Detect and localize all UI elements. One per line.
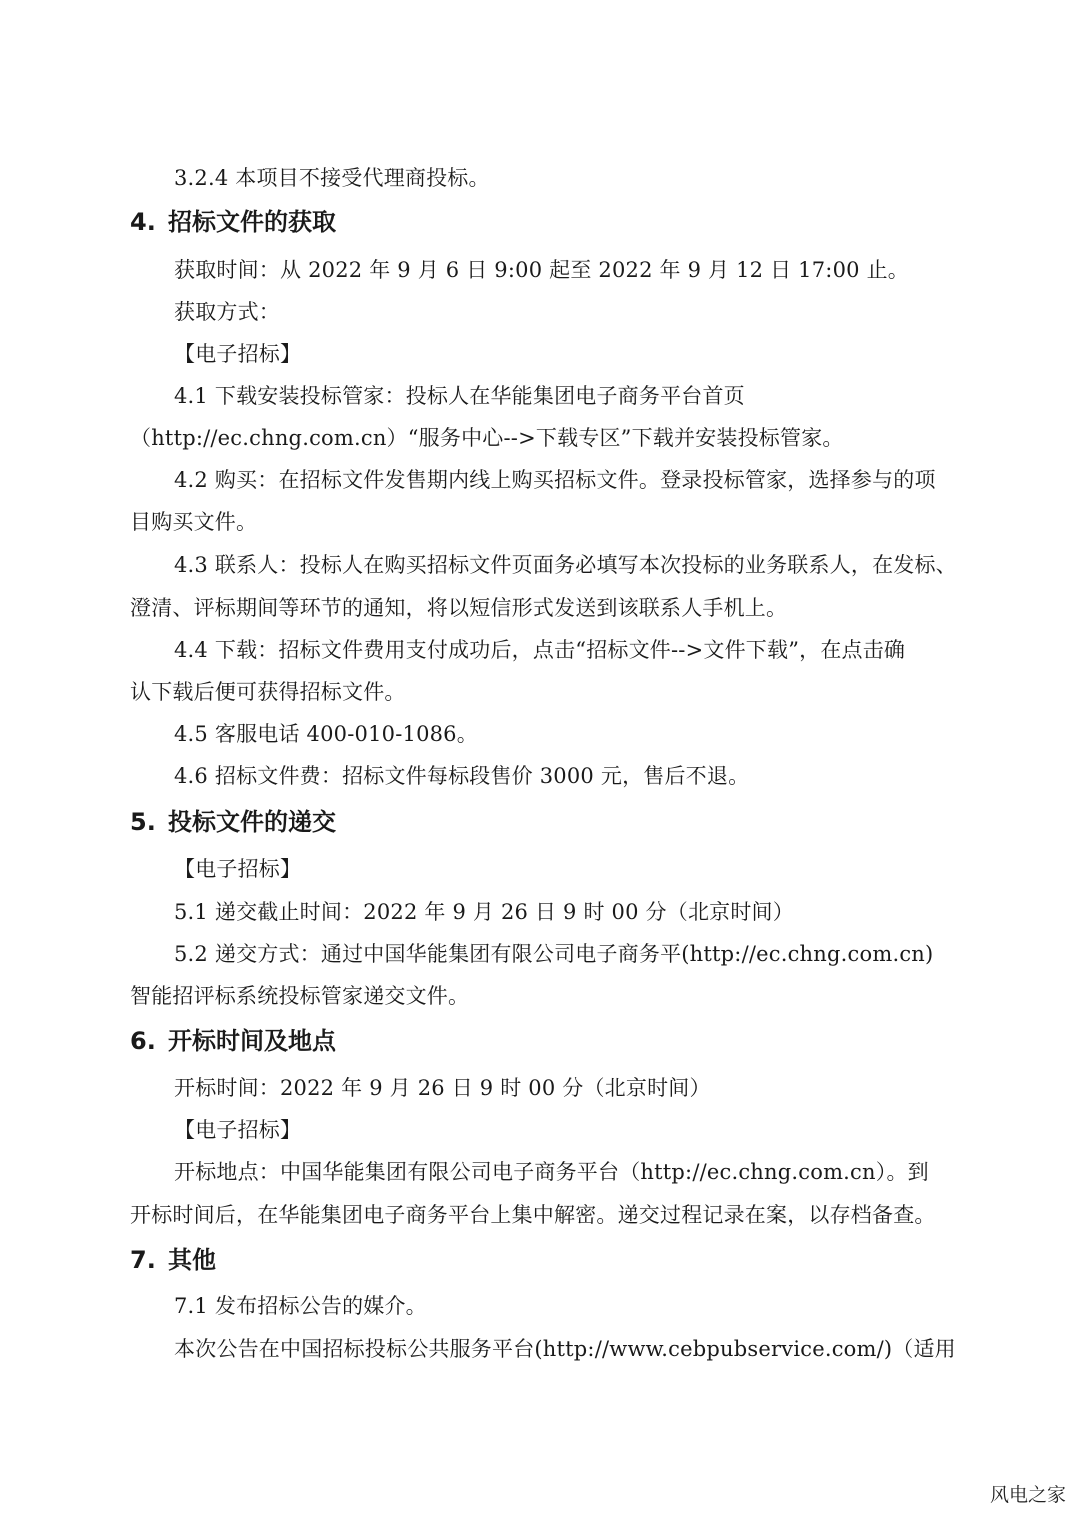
section-heading-4 [130,206,336,238]
paragraph-line: 4.3 联系人：投标人在购买招标文件页面务必填写本次投标的业务联系人，在发标、 [174,553,957,577]
paragraph-line: 4.4 下载：招标文件费用支付成功后，点击“招标文件-->文件下载”，在点击确 [174,638,906,662]
paragraph-line: 【电子招标】 [174,857,302,881]
paragraph-line: 开标地点：中国华能集团有限公司电子商务平台（http://ec.chng.com.cn）。到 [174,1160,929,1184]
heading-number: 7. [130,1246,156,1274]
paragraph-line: 获取时间：从 2022 年 9 月 6 日 9:00 起至 2022 年 9 月 12 日 17:00 止。 [174,258,909,282]
paragraph-line: 4.5 客服电话 400-010-1086。 [174,722,478,746]
heading-number: 6. [130,1027,156,1055]
paragraph-line: 5.1 递交截止时间：2022 年 9 月 26 日 9 时 00 分（北京时间） [174,900,794,924]
watermark: 风电之家 [989,1484,1066,1506]
paragraph-line: 开标时间后，在华能集团电子商务平台上集中解密。递交过程记录在案，以存档备查。 [130,1203,936,1227]
paragraph-line: 3.2.4 本项目不接受代理商投标。 [174,166,490,190]
heading-title: 开标时间及地点 [168,1027,336,1055]
paragraph-line: 4.2 购买：在招标文件发售期内线上购买招标文件。登录投标管家，选择参与的项 [174,468,936,492]
heading-title: 投标文件的递交 [168,808,336,836]
paragraph-line: 4.6 招标文件费：招标文件每标段售价 3000 元，售后不退。 [174,764,750,788]
section-heading-7 [130,1244,216,1276]
paragraph-line: 开标时间：2022 年 9 月 26 日 9 时 00 分（北京时间） [174,1076,711,1100]
heading-title: 招标文件的获取 [168,208,336,236]
paragraph-line: 目购买文件。 [130,510,258,534]
paragraph-line: 7.1 发布招标公告的媒介。 [174,1294,427,1318]
paragraph-line: 【电子招标】 [174,1118,302,1142]
section-heading-6 [130,1025,336,1057]
paragraph-line: 澄清、评标期间等环节的通知，将以短信形式发送到该联系人手机上。 [130,596,788,620]
paragraph-line: 5.2 递交方式：通过中国华能集团有限公司电子商务平(http://ec.chng.com.cn) [174,942,934,966]
heading-number: 5. [130,808,156,836]
paragraph-line: 本次公告在中国招标投标公共服务平台(http://www.cebpubservice.com/)（适用 [174,1337,956,1361]
heading-title: 其他 [168,1246,216,1274]
heading-number: 4. [130,208,156,236]
paragraph-line: 认下载后便可获得招标文件。 [130,680,406,704]
section-heading-5 [130,806,336,838]
paragraph-line: 获取方式： [174,300,280,324]
paragraph-line: 4.1 下载安装投标管家：投标人在华能集团电子商务平台首页 [174,384,745,408]
paragraph-line: 智能招评标系统投标管家递交文件。 [130,984,470,1008]
paragraph-line: 【电子招标】 [174,342,302,366]
paragraph-line: （http://ec.chng.com.cn）“服务中心-->下载专区”下载并安装投标管家。 [130,426,844,450]
